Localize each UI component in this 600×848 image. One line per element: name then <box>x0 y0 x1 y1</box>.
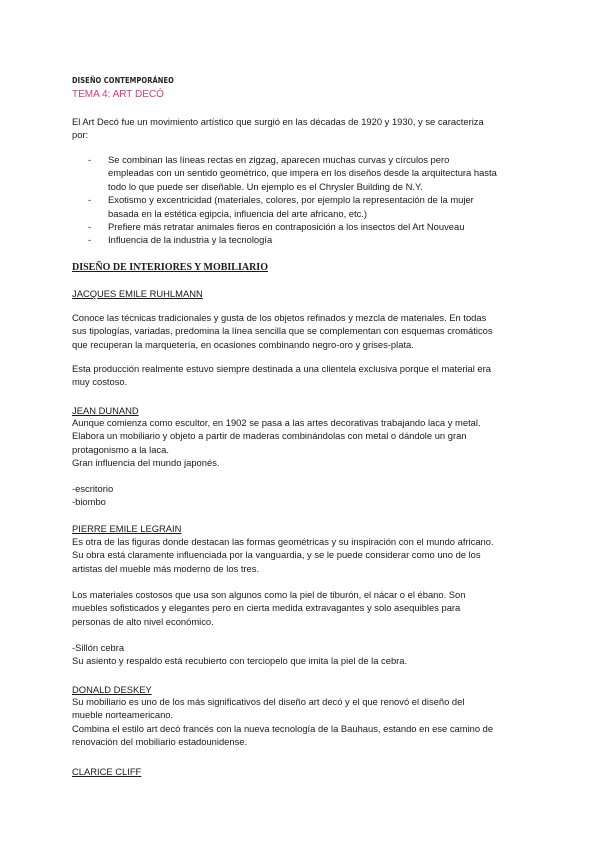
work-item: -biombo <box>72 496 106 508</box>
text-line: protagonismo a la laca. <box>72 443 169 455</box>
list-item <box>72 233 534 246</box>
bullet-dash: - <box>88 234 92 246</box>
designer-name-legrain: PIERRE EMILE LEGRAIN <box>72 523 182 534</box>
text-line: por: <box>72 129 89 141</box>
text-line: Su asiento y respaldo está recubierto con terciopelo que imita la piel de la cebra. <box>72 655 408 667</box>
list-item-line: Influencia de la industria y la tecnología <box>108 234 273 246</box>
paragraph <box>72 695 534 749</box>
topic-title: TEMA 4: ART DECÓ <box>72 89 164 100</box>
paragraph <box>72 362 534 389</box>
list-item-line: Se combinan las líneas rectas en zigzag, aparecen muchas curvas y círculos pero <box>108 154 450 165</box>
list-item-line: empleadas con un sentido geométrico, que impera en los diseños desde la arquitectura hasta <box>108 167 497 179</box>
course-title: DISEÑO CONTEMPORÁNEO <box>72 76 174 85</box>
text-line: Combina el estilo art decó francés con la nueva tecnología de la Bauhaus, estando en ese camino de <box>72 722 494 734</box>
text-line: Elabora un mobiliario y objeto a partir de maderas combinándolas con metal o dándole un gran <box>72 430 467 442</box>
list-item-line: Exotismo y excentricidad (materiales, colores, por ejemplo la representación de la mujer <box>108 194 474 206</box>
list-item <box>72 220 534 233</box>
paragraph <box>72 311 534 351</box>
characteristics-list <box>72 153 534 247</box>
list-item-line: basada en la estética egipcia, influencia del arte africano, etc.) <box>108 207 368 219</box>
text-line: muy costoso. <box>72 376 128 388</box>
text-line: sus tipologías, variadas, predomina la línea sencilla que se complementan con esquemas cromáticos <box>72 325 493 337</box>
text-line: Su mobiliario es uno de los más significativos del diseño art decó y el que renovó el diseño del <box>72 696 465 707</box>
paragraph <box>72 416 534 470</box>
text-line: -Sillón cebra <box>72 642 125 653</box>
section-heading: DISEÑO DE INTERIORES Y MOBILIARIO <box>72 262 268 273</box>
text-line: El Art Decó fue un movimiento artístico que surgió en las décadas de 1920 y 1930, y se caracteriza <box>72 116 484 127</box>
text-line: mueble norteamericano. <box>72 709 174 721</box>
text-line: artistas del mueble más moderno de los tres. <box>72 562 260 574</box>
paragraph <box>72 535 534 575</box>
intro-paragraph <box>72 115 534 142</box>
designer-name-ruhlmann: JACQUES EMILE RUHLMANN <box>72 288 203 299</box>
text-line: Esta producción realmente estuvo siempre destinada a una clientela exclusiva porque el material era <box>72 363 491 374</box>
works-list <box>72 482 534 509</box>
text-line: personas de alto nivel económico. <box>72 615 214 627</box>
bullet-dash: - <box>88 194 92 206</box>
paragraph <box>72 588 534 628</box>
paragraph <box>72 641 534 668</box>
designer-name-dunand: JEAN DUNAND <box>72 405 139 416</box>
designer-name-deskey: DONALD DESKEY <box>72 684 152 695</box>
list-item-line: todo lo que puede ser diseñable. Un ejemplo es el Chrysler Building de N.Y. <box>108 180 423 192</box>
work-item: -escritorio <box>72 483 114 494</box>
text-line: Conoce las técnicas tradicionales y gusta de los objetos refinados y mezcla de materiales. En todas <box>72 312 487 323</box>
text-line: Los materiales costosos que usa son algunos como la piel de tiburón, el nácar o el ébano. Son <box>72 589 466 600</box>
list-item-line: Prefiere más retratar animales fieros en contraposición a los insectos del Art Nouveau <box>108 221 465 233</box>
text-line: Es otra de las figuras donde destacan las formas geométricas y su inspiración con el mundo africano. <box>72 536 494 547</box>
list-item <box>72 153 534 193</box>
text-line: muebles sofisticados y elegantes pero en cierta medida extravagantes y solo asequibles para <box>72 602 461 614</box>
text-line: Su obra está claramente influenciada por la vanguardia, y se le puede considerar como uno de los <box>72 549 481 561</box>
list-item <box>72 193 534 220</box>
text-line: Aunque comienza como escultor, en 1902 se pasa a las artes decorativas trabajando laca y metal. <box>72 417 481 428</box>
designer-name-cliff: CLARICE CLIFF <box>72 766 142 777</box>
bullet-dash: - <box>88 154 92 165</box>
bullet-dash: - <box>88 221 92 233</box>
text-line: que recuperan la marquetería, en ocasiones combinando negro-oro y grises-plata. <box>72 338 414 350</box>
text-line: Gran influencia del mundo japonés. <box>72 457 220 469</box>
text-line: renovación del mobiliario estadounidense. <box>72 736 248 748</box>
